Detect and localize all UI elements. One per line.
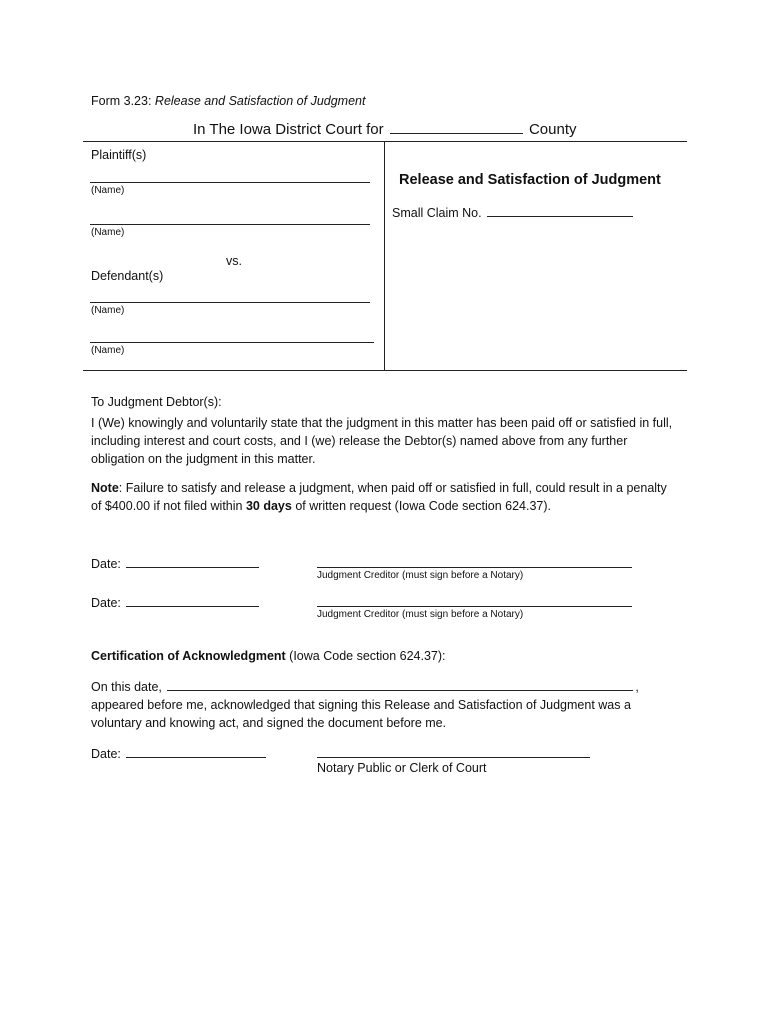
date-blank[interactable]	[126, 555, 259, 568]
creditor-signature-label: Judgment Creditor (must sign before a Notary)	[317, 609, 524, 620]
acknowledger-name-blank[interactable]	[167, 678, 633, 691]
court-heading-prefix: In The Iowa District Court for	[193, 121, 384, 138]
notary-signature-label: Notary Public or Clerk of Court	[317, 761, 487, 775]
name-label: (Name)	[91, 185, 125, 196]
court-heading-suffix: County	[528, 121, 577, 138]
defendants-label: Defendant(s)	[91, 269, 164, 283]
penalty-note-line	[91, 497, 691, 515]
court-heading	[193, 121, 577, 138]
defendant-name-line-2[interactable]	[90, 342, 374, 343]
caption-top-rule	[83, 141, 687, 142]
notary-date-blank[interactable]	[126, 745, 266, 758]
date-field	[91, 594, 261, 610]
certification-statement	[91, 678, 711, 732]
form-number: Form 3.23:	[91, 94, 152, 108]
certification-heading-bold: Certification of Acknowledgment	[91, 649, 286, 663]
release-statement-line: I (We) knowingly and voluntarily state that the judgment in this matter has been paid off or satisfied in full,	[91, 416, 673, 430]
certification-heading-citation: (Iowa Code section 624.37):	[285, 649, 446, 663]
small-claim-field	[392, 204, 635, 220]
notary-date-field	[91, 745, 268, 761]
date-label: Date:	[91, 747, 121, 761]
small-claim-label: Small Claim No.	[392, 206, 482, 220]
creditor-signature-line[interactable]	[317, 606, 632, 607]
on-this-date-label: On this date,	[91, 680, 162, 694]
document-title: Release and Satisfaction of Judgment	[399, 172, 661, 188]
name-label: (Name)	[91, 227, 125, 238]
small-claim-number-blank[interactable]	[487, 204, 633, 217]
name-label: (Name)	[91, 345, 125, 356]
penalty-note	[91, 479, 691, 515]
form-title: Release and Satisfaction of Judgment	[154, 94, 366, 108]
debtor-heading: To Judgment Debtor(s):	[91, 395, 222, 409]
county-blank[interactable]	[390, 121, 523, 134]
note-text: of written request (Iowa Code section 624.37).	[291, 499, 552, 513]
date-label: Date:	[91, 596, 121, 610]
date-blank[interactable]	[126, 594, 259, 607]
certification-line: appeared before me, acknowledged that signing this Release and Satisfaction of Judgment was a	[91, 698, 631, 712]
release-statement-line: including interest and court costs, and I (we) release the Debtor(s) named above from any further	[91, 434, 628, 448]
certification-line	[91, 678, 711, 696]
plaintiffs-label: Plaintiff(s)	[91, 148, 147, 162]
versus-label: vs.	[226, 254, 242, 268]
plaintiff-name-line-1[interactable]	[90, 182, 370, 183]
release-statement	[91, 414, 691, 468]
name-label: (Name)	[91, 305, 125, 316]
caption-bottom-rule	[83, 370, 687, 371]
certification-heading	[91, 649, 446, 663]
defendant-name-line-1[interactable]	[90, 302, 370, 303]
caption-divider	[384, 141, 385, 370]
release-statement-line: obligation on the judgment in this matter.	[91, 452, 316, 466]
creditor-signature-line[interactable]	[317, 567, 632, 568]
certification-line: voluntary and knowing act, and signed the document before me.	[91, 716, 447, 730]
note-text: : Failure to satisfy and release a judgment, when paid off or satisfied in full, could result in a penalty	[118, 481, 667, 495]
note-text: of $400.00 if not filed within	[91, 499, 246, 513]
creditor-signature-label: Judgment Creditor (must sign before a Notary)	[317, 570, 524, 581]
penalty-note-line	[91, 479, 691, 497]
comma: ,	[635, 680, 639, 694]
notary-signature-line[interactable]	[317, 757, 590, 758]
form-header	[91, 94, 365, 108]
plaintiff-name-line-2[interactable]	[90, 224, 370, 225]
date-label: Date:	[91, 557, 121, 571]
date-field	[91, 555, 261, 571]
note-days: 30 days	[245, 499, 292, 513]
note-label: Note	[91, 481, 119, 495]
